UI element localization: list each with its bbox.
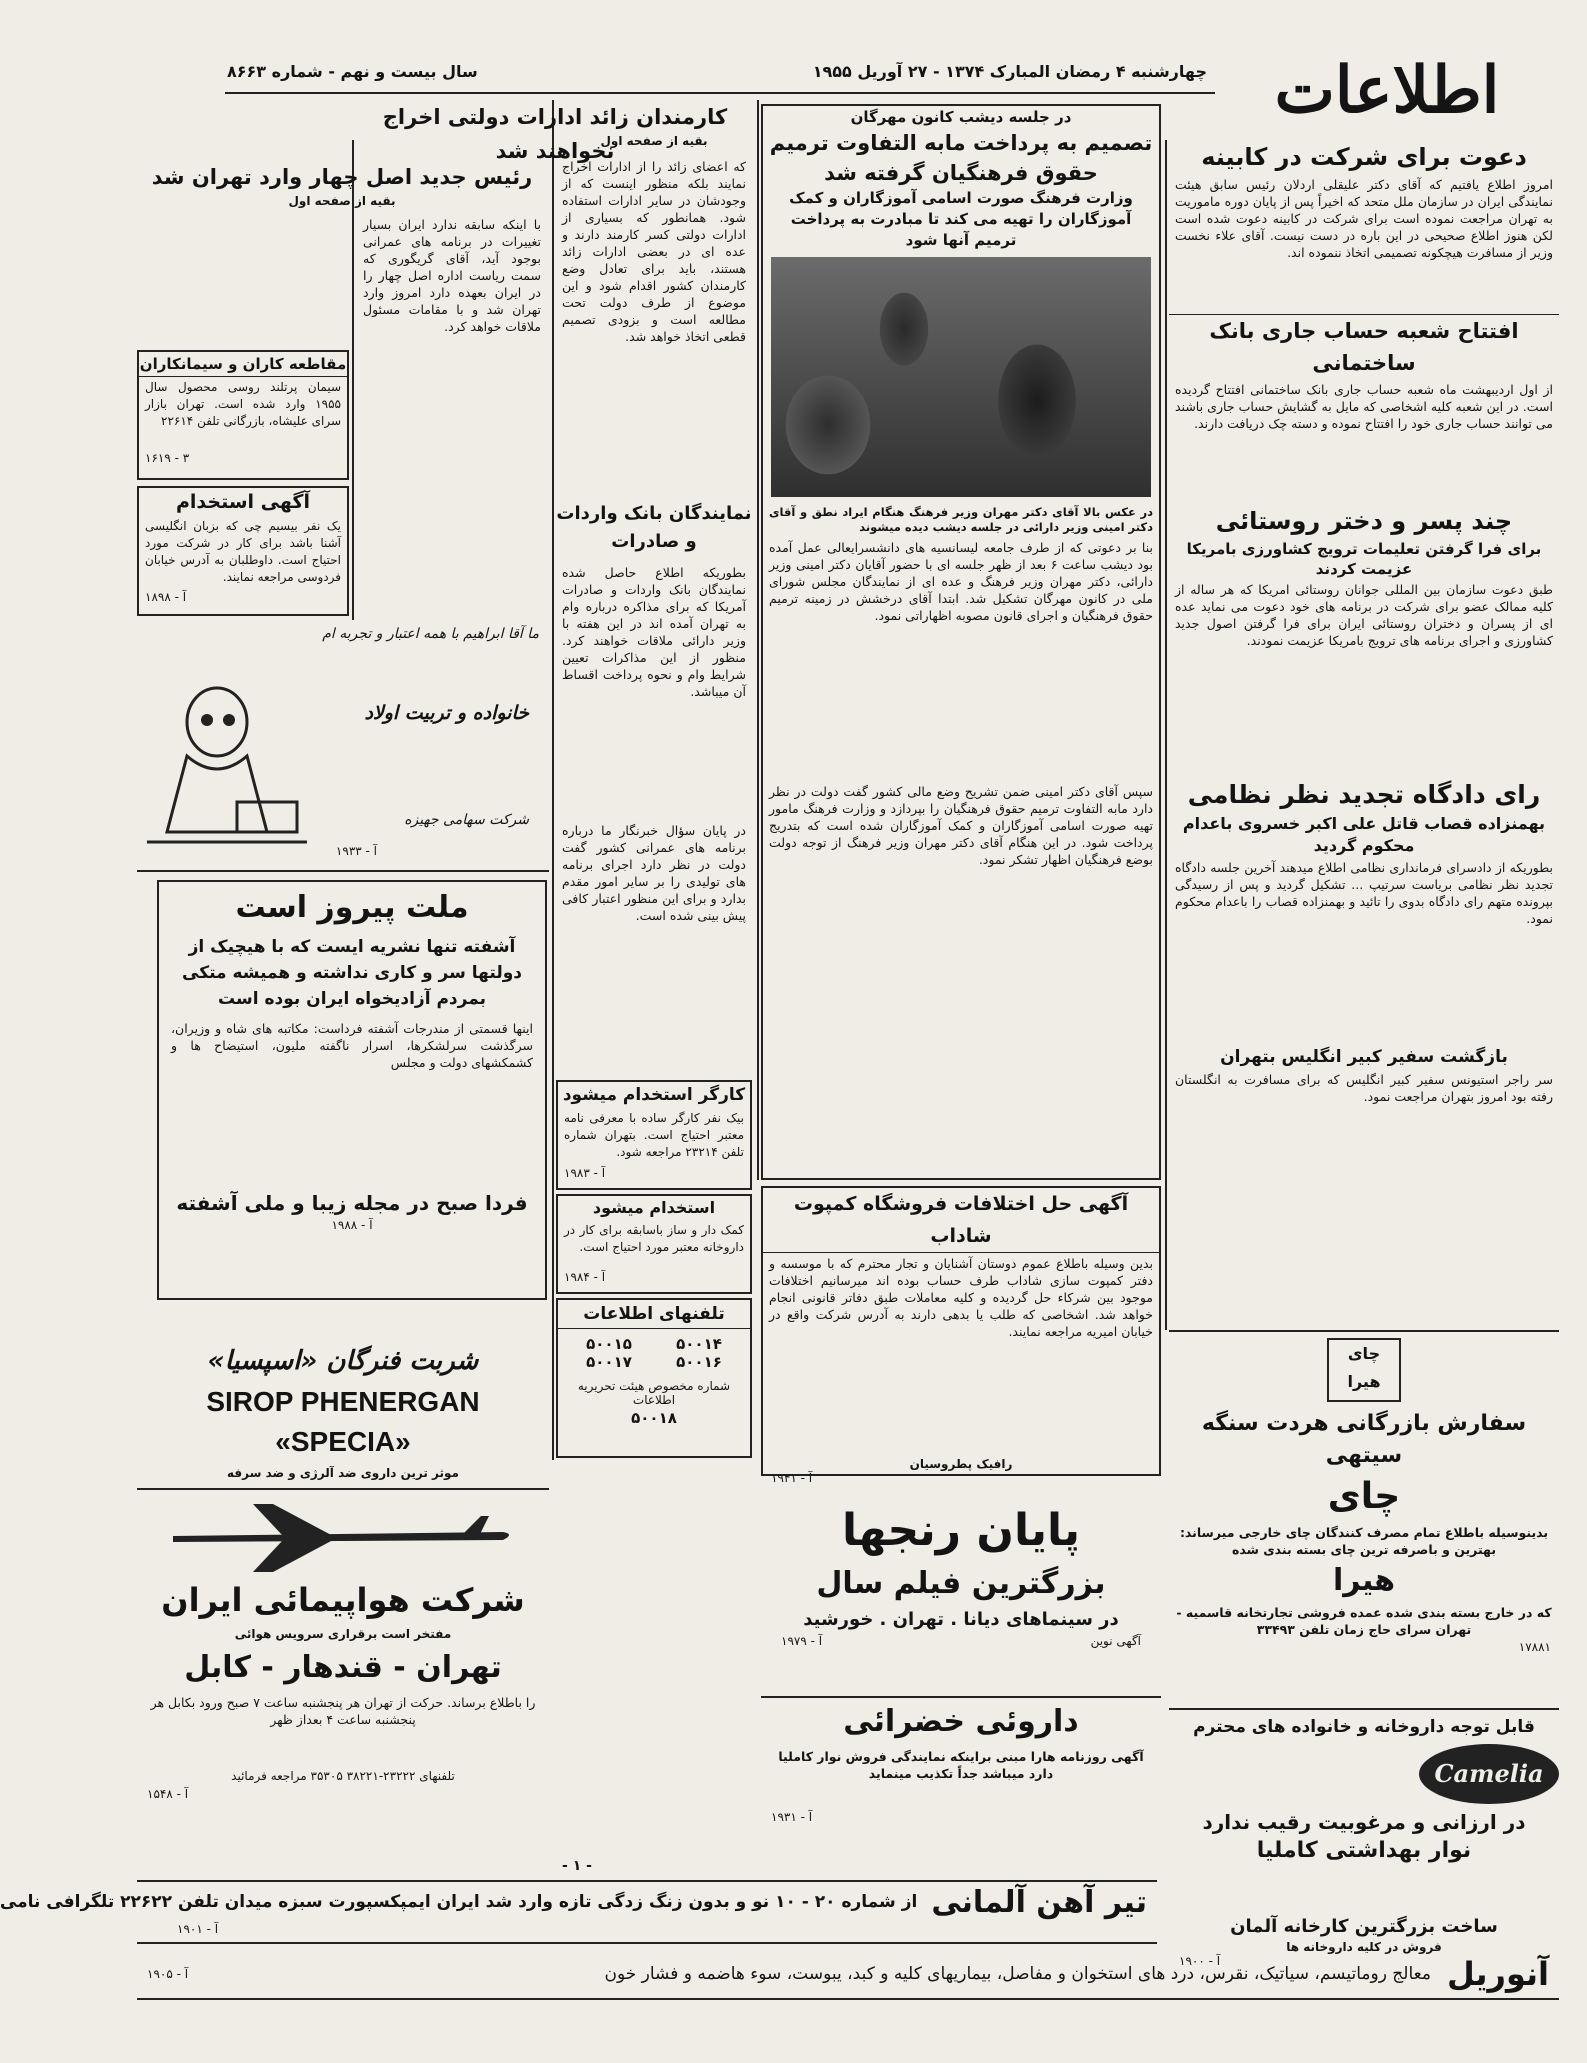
ad-iran-air-title: شرکت هواپیمائی ایران bbox=[161, 1581, 525, 1619]
ad-tea-title: سفارش بازرگانی هردت سنگه سیتهی bbox=[1201, 1411, 1527, 1468]
article-teachers-1: بنا بر دعوتی که از طرف جامعه لیسانسیه های دانشسرایعالی عمل آمده بود دیشب ساعت ۶ بعد از ظهر جلسه ای با حضور آقایان دکتر امینی وزیر دارائی، دکتر مهران وزیر فرهنگ و عده ای از نمایندگان مجلس شورای ملی در کانون مهرگان تشکیل شد. ابتدا آقای درخشش در زمینه ترمیم حقوق فرهنگیان و اجرای قانون مصوبه اظهاراتی نمود. bbox=[769, 540, 1153, 623]
phones-title: تلفنهای اطلاعات bbox=[558, 1300, 750, 1329]
ad-iran-air-route: تهران - قندهار - کابل bbox=[184, 1650, 502, 1685]
ad-iron-ref: آ - ۱۹۰۱ bbox=[177, 1922, 219, 1936]
ad-iran-air-sub: مفتخر است برقراری سرویس هوائی bbox=[234, 1627, 452, 1641]
camelia-logo: Camelia bbox=[1419, 1744, 1559, 1804]
ad-tea-brand: هیرا bbox=[1333, 1563, 1395, 1598]
headline-rural-youth: چند پسر و دختر روستائی bbox=[1215, 507, 1513, 535]
subhead-court: بهمنزاده قصاب قاتل علی اکبر خسروی باعدام محکوم گردید bbox=[1182, 814, 1546, 855]
ad-iron-text: از شماره ۲۰ - ۱۰ نو و بدون زنگ زدگی تازه وارد شد ایران ایمپکسپورت سبزه میدان تلفن ۲۲۶۲۲ تلگرافی نامی bbox=[0, 1892, 918, 1912]
headline-exim-bank: نمایندگان بانک واردات و صادرات bbox=[556, 503, 752, 552]
kicker-mehregan: در جلسه دیشب کانون مهرگان bbox=[850, 108, 1072, 126]
continued-note: بقیه از صفحه اول bbox=[600, 134, 708, 148]
culture-article bbox=[761, 104, 1161, 1180]
ad-camelia-made: ساخت بزرگترین کارخانه آلمان bbox=[1230, 1916, 1498, 1937]
photo-ministers bbox=[771, 257, 1151, 497]
cartoon-figure-icon bbox=[147, 682, 307, 852]
phone-number: ۵۰۰۱۴ bbox=[676, 1335, 722, 1353]
article-cabinet: امروز اطلاع یافتیم که آقای دکتر علیقلی اردلان رئیس سابق هیئت نمایندگی ایران در سازمان ملل متحد که اخیراً پس از پایان دوره ماموریت به تهران مراجعت نموده است برای شرکت در کابینه دعوت شده است لکن هنوز اطلاع صحیحی در این باره در دست نیست. آقای علاء نخست وزیر از مسافرت هیچکونه تصمیمی اتخاذ ننموده اند. bbox=[1175, 177, 1553, 260]
ad-ashofteh-text: اینها قسمتی از مندرجات آشفته فرداست: مکاتبه های شاه و وزیران، سرگذشت سرلشکرها، اسرار ناگفته ملیون، استیضاح ها و کشمکشهای دولت و مجلس bbox=[171, 1021, 533, 1070]
cartoon-handwriting-2: خانواده و تربیت اولاد bbox=[364, 702, 529, 724]
ad-iran-air-ref: آ - ۱۵۴۸ bbox=[147, 1787, 189, 1801]
airplane-icon bbox=[163, 1496, 523, 1576]
ad-shadab-text: بدین وسیله باطلاع عموم دوستان آشنایان و تجار محترم که با موسسه و دفتر کمپوت سازی شاداب طرف حساب بوده اند میرسانیم اختلافات موجود بین شرکاء حل گردیده و کلیه معاملات طبق دفاتر قانونی انجام خواهد شد. اشخاصی که طلب یا بدهی دارند به آدرس شرکت واقع در خیابان امیریه مراجعه نمایند. bbox=[769, 1256, 1153, 1339]
ad-hiring-title: آگهی استخدام bbox=[175, 491, 310, 513]
subhead-teachers: وزارت فرهنگ صورت اسامی آموزگاران و کمک آموزگاران را تهیه می کند تا مبادرت به پرداخت ترمیم آنها شود bbox=[789, 189, 1133, 249]
headline-cabinet: دعوت برای شرکت در کابینه bbox=[1201, 143, 1527, 171]
ad-phenergan-sub: موثر ترین داروی ضد آلرژی و ضد سرفه bbox=[227, 1466, 459, 1480]
ad-film-title: پایان رنجها bbox=[841, 1505, 1081, 1556]
ad-pharmacist-title: استخدام میشود bbox=[592, 1198, 716, 1217]
ad-tea-text: بدینوسیله باطلاع تمام مصرف کنندگان چای خارجی میرساند: بهترین و باصرفه ترین چای بسته بندی شده bbox=[1179, 1525, 1549, 1557]
right-column bbox=[1169, 140, 1559, 1320]
masthead-logo: اطلاعات bbox=[1274, 53, 1500, 128]
article-point-four: با اینکه سابقه ندارد ایران بسیار تغییرات در برنامه های عمرانی بوجود آید، آقای گریگوری که سمت ریاست اداره اصل چهار را در ایران بعهده دارد امروز وارد تهران شد و با مقامات مسئول ملاقات خواهد کرد. bbox=[363, 217, 541, 334]
ad-hiring-text: یک نفر بیسیم چی که بزبان انگلیسی آشنا باشد برای کار در شرکت مورد احتیاج است. داوطلبان به آدرس خیابان فردوسی مراجعه نمایند. bbox=[145, 519, 341, 584]
ad-khazraei bbox=[761, 1696, 1161, 1856]
ad-tea-ref: ۱۷۸۸۱ bbox=[1518, 1640, 1551, 1654]
article-employees: که اعضای زائد را از ادارات اخراج نمایند بلکه منظور اینست که از وجودشان در سایر ادارات استفاده شود. همانطور که بسیاری از ادارات دولتی کسر کارمند دارند و عده ای در بعضی ادارات زائد هستند، باید برای تعادل وضع کارمندان کشور اقدام شود و این موضوع از طرف دولت تحت مطالعه است و بزودی تصمیم قطعی اتخاذ خواهد شد. bbox=[562, 159, 746, 344]
cartoon-ref: آ - ۱۹۳۳ bbox=[335, 844, 377, 858]
phone-number: ۵۰۰۱۵ bbox=[586, 1335, 632, 1353]
ad-phenergan-latin: SIROP PHENERGAN «SPECIA» bbox=[206, 1386, 480, 1457]
ad-shadab-ref: آ - ۱۹۴۱ bbox=[771, 1471, 813, 1485]
phones-grid bbox=[558, 1329, 750, 1377]
phone-number: ۵۰۰۱۶ bbox=[676, 1353, 722, 1371]
ad-cartoon bbox=[137, 622, 549, 872]
ad-camelia bbox=[1169, 1714, 1559, 1914]
ad-shadab bbox=[761, 1186, 1161, 1485]
ad-worker-ref: آ - ۱۹۸۳ bbox=[564, 1166, 606, 1180]
phone-number: ۵۰۰۱۸ bbox=[631, 1409, 677, 1427]
ad-camelia-sale: فروش در کلیه داروخانه ها bbox=[1286, 1940, 1442, 1954]
ad-camelia-h1: در ارزانی و مرغوبیت رقیب ندارد bbox=[1202, 1810, 1526, 1834]
subhead-rural-youth: برای فرا گرفتن تعلیمات ترویج کشاورزی بامریکا عزیمت کردند bbox=[1186, 540, 1542, 578]
ad-iran-air-tel: تلفنهای ۲۳۲۲۲-۳۸۲۲۱ ۳۵۳۰۵ مراجعه فرمائید bbox=[231, 1769, 455, 1783]
ad-ashofteh-sub: آشفته تنها نشریه ایست که با هیچیک از دولتها سر و کاری نداشته و همیشه متکی بمردم آزادیخواه ایران بوده است bbox=[182, 937, 522, 1009]
ad-ashofteh bbox=[157, 880, 547, 1300]
ad-tea-badge: چای هیرا bbox=[1327, 1338, 1401, 1402]
phone-number: ۵۰۰۱۷ bbox=[586, 1353, 632, 1371]
ad-ashofteh-title: ملت پیروز است bbox=[235, 890, 469, 925]
box-phones bbox=[556, 1298, 752, 1458]
ad-khazraei-text: آگهی روزنامه هارا مبنی براینکه نمایندگی فروش نوار کاملیا دارد میباشد جداً تکذیب مینماید bbox=[778, 1749, 1144, 1781]
ad-camelia-h2: نوار بهداشتی کاملیا bbox=[1256, 1838, 1472, 1863]
photo-caption: در عکس بالا آقای دکتر مهران وزیر فرهنگ هنگام ایراد نطق و آقای دکتر امینی وزیر دارائی در جلسه دیشب دیده میشوند bbox=[769, 505, 1153, 534]
headline-bank: افتتاح شعبه حساب جاری بانک ساختمانی bbox=[1209, 319, 1519, 375]
ad-khazraei-ref: آ - ۱۹۳۱ bbox=[771, 1810, 813, 1824]
cartoon-handwriting-1: ما آقا ابراهیم با همه اعتبار و تجربه ام bbox=[322, 626, 539, 642]
article-exim-bank: بطوریکه اطلاع حاصل شده نمایندگان بانک واردات و صادرات آمریکا که برای مذاکره درباره وام به تهران آمده اند در این هفته با وزیر دارائی ملاقات خواهند کرد. منظور از این مذاکرات تعیین شرایط وام و نحوه پرداخت اقساط آن میباشد. bbox=[562, 565, 746, 699]
ad-film-studio: آگهی نوین bbox=[1090, 1634, 1141, 1648]
headline-court: رای دادگاه تجدید نظر نظامی bbox=[1187, 780, 1541, 809]
ad-anoril bbox=[137, 1950, 1559, 2000]
ad-anoril-text: معالج روماتیسم، سیاتیک، نقرس، درد های استخوان و مفاصل، بیماریهای کلیه و کبد، یبوست، سوء هاضمه و فشار خون bbox=[604, 1964, 1431, 1984]
article-rural-youth: طبق دعوت سازمان بین المللی جوانان روستائی امریکا که هر ساله از کلیه ممالک عضو برای شرکت در برنامه های خود دعوت می نماید عده ای از پسران و دختران روستائی ایران برای فرا گرفتن اصول جدید کشاورزی و اجرای برنامه های ترویج بامریکا عزیمت نمودند. bbox=[1175, 582, 1553, 648]
ad-anoril-ref: آ - ۱۹۰۵ bbox=[147, 1967, 189, 1981]
headline-point-four: رئیس جدید اصل چهار وارد تهران شد bbox=[151, 165, 533, 189]
ad-worker-title: کارگر استخدام میشود bbox=[562, 1085, 746, 1105]
article-teachers-2: سپس آقای دکتر امینی ضمن تشریح وضع مالی کشور گفت دولت در نظر دارد مابه التفاوت ترمیم حقوق فرهنگیان را بپردازد و وزارت فرهنگ مامور تهیه صورت اسامی آموزگاران و کمک آموزگاران شده است که بتدریج پرداخت شود. در این هنگام آقای دکتر مهران وزیر فرهنگ از توجه دولت بوضع فرهنگیان اظهار تشکر نمود. bbox=[769, 784, 1153, 867]
ad-film-sub: بزرگترین فیلم سال bbox=[816, 1566, 1106, 1601]
ad-film-ref: آ - ۱۹۷۹ bbox=[781, 1634, 823, 1648]
ad-cement-text: سیمان پرتلند روسی محصول سال ۱۹۵۵ وارد شده است. تهران بازار سرای علیشاه، بازرگانی تلفن ۲۲۶۱۴ bbox=[145, 380, 341, 428]
masthead-issue: سال بیست و نهم - شماره ۸۶۶۳ bbox=[227, 62, 478, 81]
ad-iran-air bbox=[137, 1496, 549, 1886]
ad-tea-text-2: که در خارج بسته بندی شده عمده فروشی تجارتخانه قاسمیه - تهران سرای حاج زمان تلفن ۳۳۴۹۳ bbox=[1176, 1605, 1552, 1637]
continued-note-left: بقیه از صفحه اول bbox=[288, 194, 396, 208]
ad-khazraei-title: داروئی خضرائی bbox=[843, 1704, 1079, 1739]
ad-cement-ref: ۳ - ۱۶۱۹ bbox=[145, 451, 190, 465]
ad-tea-big: چای bbox=[1327, 1476, 1401, 1517]
ad-ashofteh-bottom: فردا صبح در مجله زیبا و ملی آشفته bbox=[176, 1191, 528, 1215]
ad-phenergan bbox=[137, 1340, 549, 1490]
ad-film bbox=[761, 1500, 1161, 1690]
headline-teachers: تصمیم به پرداخت مابه التفاوت ترمیم حقوق فرهنگیان گرفته شد bbox=[769, 131, 1153, 185]
cartoon-signature: شرکت سهامی جهیزه bbox=[404, 812, 529, 828]
ad-pharmacist-ref: آ - ۱۹۸۴ bbox=[564, 1270, 606, 1284]
ad-pharmacist-text: کمک دار و ساز باسابقه برای کار در داروخانه معتبر مورد احتیاج است. bbox=[564, 1223, 744, 1254]
ad-camelia-ref: آ - ۱۹۰۰ bbox=[1179, 1954, 1221, 1968]
ad-iron-title: تیر آهن آلمانی bbox=[931, 1884, 1147, 1920]
ad-pharmacist-wanted bbox=[556, 1194, 752, 1294]
ad-cement-title: مقاطعه کاران و سیمانکاران bbox=[139, 352, 347, 377]
ad-phenergan-title: شربت فنرگان «اسپسیا» bbox=[207, 1346, 479, 1376]
ad-shadab-signature: رافیک پطروسیان bbox=[909, 1457, 1013, 1471]
article-bank: از اول اردیبهشت ماه شعبه حساب جاری بانک ساختمانی افتتاح گردیده است. در این شعبه کلیه اشخاصی که مایل به گشایش حساب جاری باشند می توانند حساب جاری خود را افتتاح نموده و دسته چک دریافت دارند. bbox=[1175, 382, 1553, 431]
headline-employees: کارمندان زائد ادارات دولتی اخراج نخواهند شد bbox=[382, 105, 728, 163]
headline-ambassador: بازگشت سفیر کبیر انگلیس بتهران bbox=[1220, 1047, 1508, 1067]
ad-cement bbox=[137, 350, 349, 480]
ad-worker-wanted bbox=[556, 1080, 752, 1190]
ad-camelia-top: قابل توجه داروخانه و خانواده های محترم bbox=[1193, 1717, 1535, 1737]
ad-iron-beam bbox=[0, 1880, 1157, 1944]
ad-anoril-title: آنوریل bbox=[1446, 1955, 1549, 1993]
ad-shadab-title: آگهی حل اختلافات فروشگاه کمپوت شاداب bbox=[763, 1188, 1159, 1253]
page-folio: - ۱ - bbox=[562, 1858, 592, 1874]
ad-iran-air-text: را باطلاع برساند. حرکت از تهران هر پنجشنبه ساعت ۷ صبح ورود بکابل هر پنجشنبه ساعت ۴ بعداز ظهر bbox=[150, 1695, 536, 1727]
article-development: در پایان سؤال خبرنگار ما درباره برنامه های عمرانی کشور گفت دولت در نظر دارد اجرای برنامه های تولیدی را بر سایر امور مقدم بدارد و برای این منظور اعتبار کافی پیش بینی شده است. bbox=[562, 823, 746, 923]
phones-note: شماره مخصوص هیئت تحریریه اطلاعات bbox=[577, 1379, 731, 1407]
ad-film-cinemas: در سینماهای دیانا . تهران . خورشید bbox=[803, 1609, 1119, 1630]
article-court: بطوریکه از دادسرای فرمانداری نظامی اطلاع میدهند آخرین جلسه دادگاه تجدید نظر نظامی بریاست سرتیپ ... تشکیل گردید و پس از رسیدگی بپرونده متهم رای دادگاه بدوی را تائید و بهمنزاده قصاب را باعدام محکوم نمود. bbox=[1175, 860, 1553, 926]
ad-ashofteh-ref: آ - ۱۹۸۸ bbox=[331, 1218, 373, 1232]
ad-worker-text: بیک نفر کارگر ساده با معرفی نامه معتبر احتیاج است. بتهران شماره تلفن ۲۳۲۱۴ مراجعه شود. bbox=[564, 1111, 744, 1159]
masthead-dateline: چهارشنبه ۴ رمضان المبارک ۱۳۷۴ - ۲۷ آوریل ۱۹۵۵ bbox=[812, 62, 1207, 81]
ad-tea bbox=[1169, 1330, 1559, 1710]
ad-hiring-ref: آ - ۱۸۹۸ bbox=[145, 590, 187, 604]
ad-hiring bbox=[137, 486, 349, 616]
article-ambassador: سر راجر استیونس سفیر کبیر انگلیس که برای مسافرت به انگلستان رفته بود امروز بتهران مراجعت نمود. bbox=[1175, 1072, 1553, 1104]
